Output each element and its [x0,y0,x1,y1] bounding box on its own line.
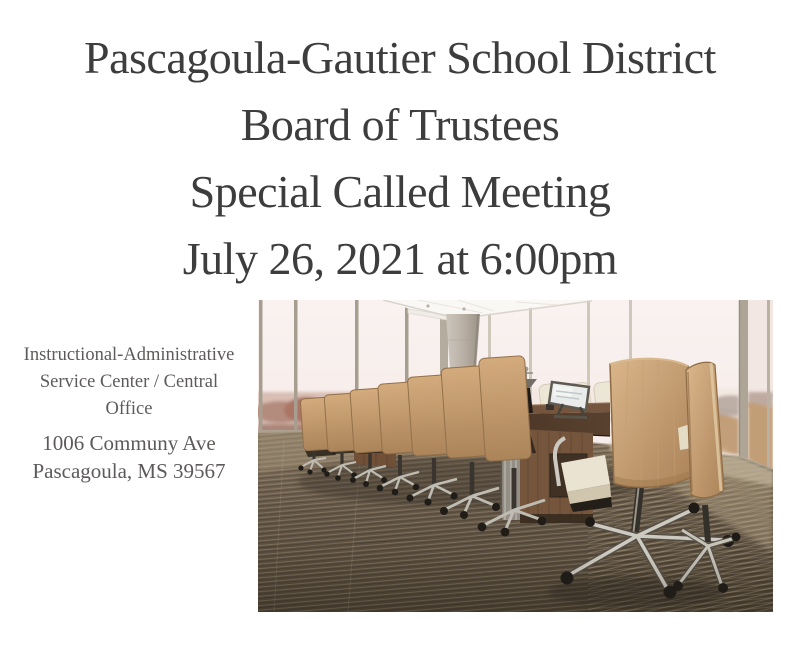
location-block [0,342,258,485]
location-name-line-1: Instructional-Administrative [23,345,235,365]
location-name-line-3: Office [105,399,153,419]
title-line-board: Board of Trustees [240,99,560,150]
address-city: Pascagoula, MS 39567 [32,458,226,483]
title-line-datetime: July 26, 2021 at 6:00pm [182,233,618,284]
location-name-line-2: Service Center / Central [39,372,219,392]
location-address [0,430,258,485]
address-street: 1006 Communy Ave [42,431,216,455]
conference-room-photo [258,300,773,612]
location-name [0,342,258,423]
title-line-meeting: Special Called Meeting [189,166,611,217]
title-line-district: Pascagoula-Gautier School District [84,32,716,83]
flyer-title [0,24,800,292]
